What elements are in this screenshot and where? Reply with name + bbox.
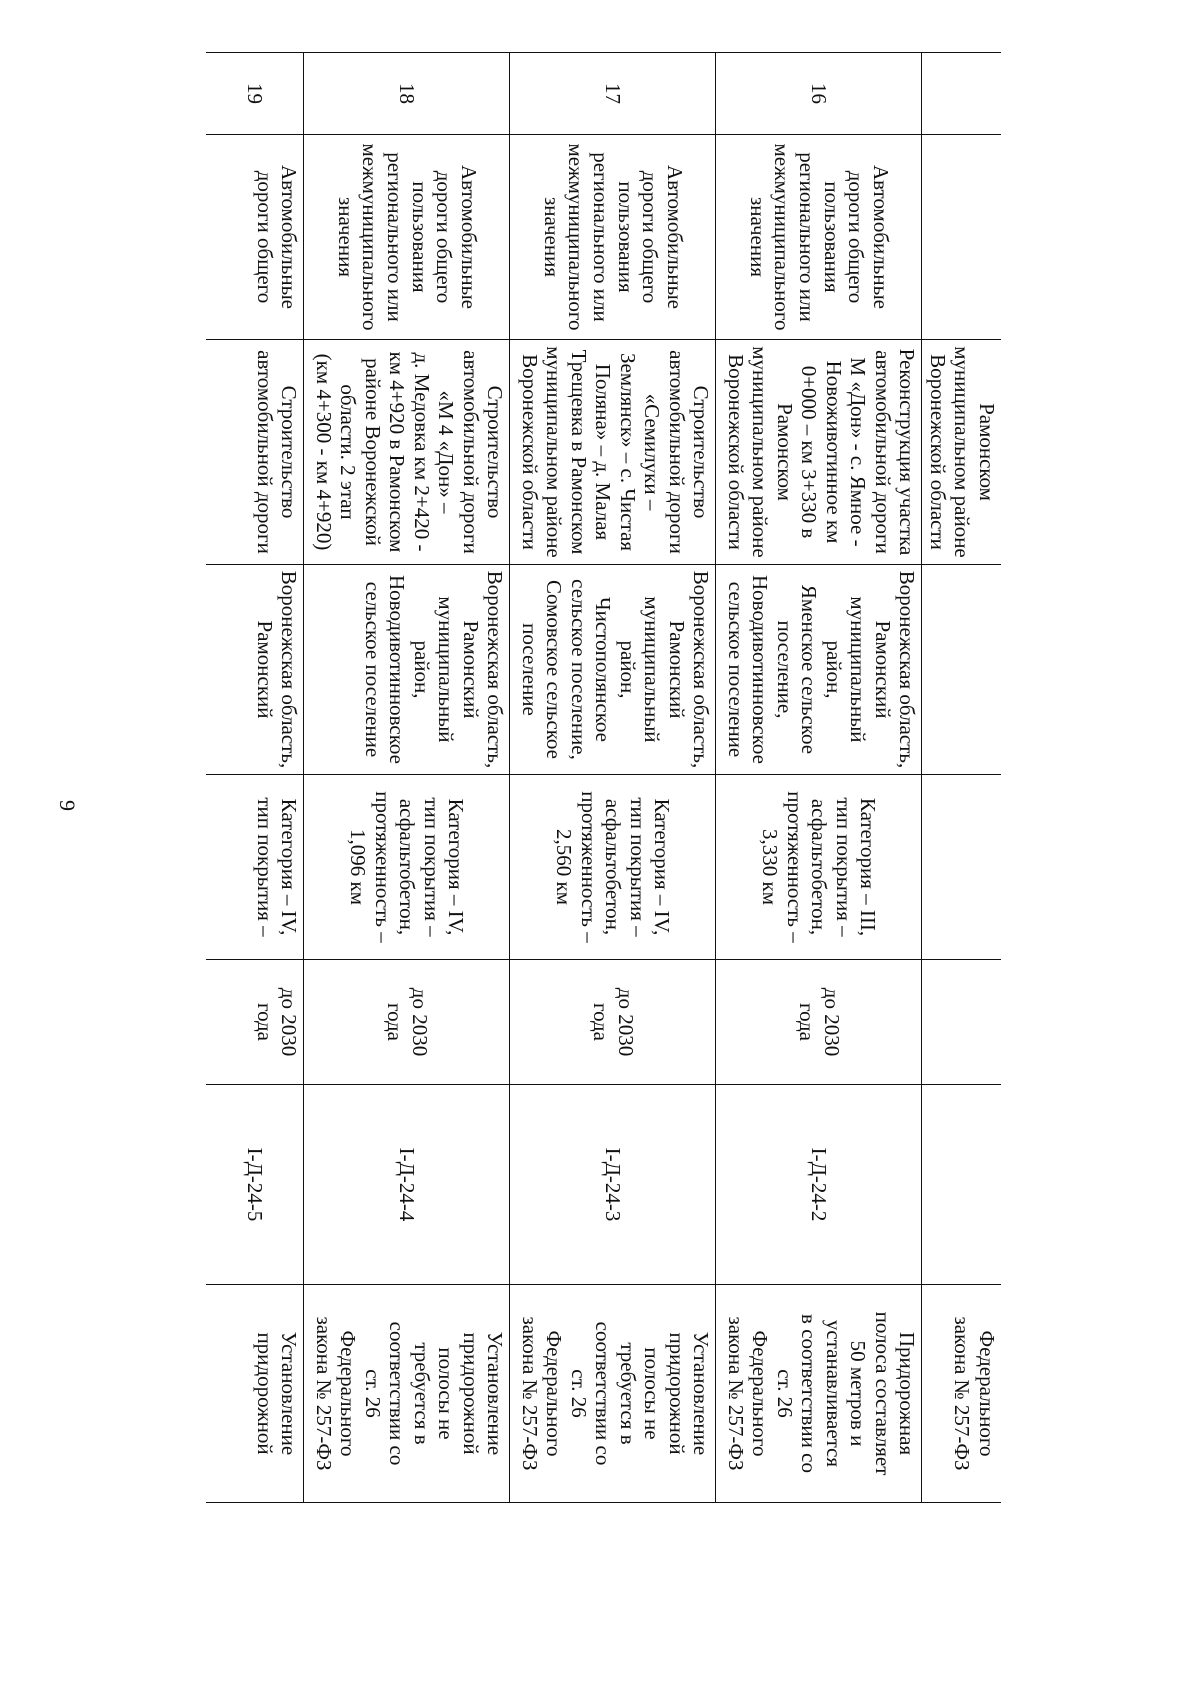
cell-zone: Федерального закона № 257-ФЗ xyxy=(922,1285,1001,1503)
rotated-table-container xyxy=(206,52,1001,1502)
table-row xyxy=(304,53,510,1503)
cell-deadline: до 2030 года xyxy=(304,960,510,1085)
cell-deadline xyxy=(922,960,1001,1085)
table-row-fragment xyxy=(922,53,1001,1503)
page-number: 9 xyxy=(55,800,80,811)
cell-characteristics: Категория – IV, тип покрытия – асфальтобетон, протяженность – 1,096 км xyxy=(304,775,510,960)
cell-type xyxy=(922,135,1001,340)
cell-location xyxy=(922,565,1001,775)
cell-characteristics: Категория – IV, тип покрытия – асфальтобетон, протяженность – 2,560 км xyxy=(510,775,716,960)
road-projects-table xyxy=(206,52,1001,1503)
cell-zone: Установление придорожной полосы не требуется в соответствии со ст. 26 Федерального закона № 257-ФЗ xyxy=(510,1285,716,1503)
cell-code: I-Д-24-3 xyxy=(510,1085,716,1285)
cell-name: Строительство автомобильной дороги xyxy=(206,340,304,565)
cell-name: Рамонском муниципальном районе Воронежской области xyxy=(922,340,1001,565)
cell-name: Реконструкция участка автомобильной дороги М «Дон» - с. Ямное - Новоживотинное км 0+000 – км 3+330 в Рамонском муниципальном районе Воронежской области xyxy=(716,340,922,565)
cell-type: Автомобильные дороги общего пользования регионального или межмуниципального значения xyxy=(304,135,510,340)
cell-type: Автомобильные дороги общего пользования регионального или межмуниципального значения xyxy=(510,135,716,340)
cell-location: Воронежская область, Рамонский муниципальный район, Чистополянское сельское поселение, Сомовское сельское поселение xyxy=(510,565,716,775)
table-row xyxy=(716,53,922,1503)
cell-code xyxy=(922,1085,1001,1285)
cell-code: I-Д-24-4 xyxy=(304,1085,510,1285)
cell-characteristics xyxy=(922,775,1001,960)
cell-zone: Придорожная полоса составляет 50 метров и устанавливается в соответствии со ст. 26 Федерального закона № 257-ФЗ xyxy=(716,1285,922,1503)
cell-num: 16 xyxy=(716,53,922,135)
cell-characteristics: Категория – III, тип покрытия – асфальтобетон, протяженность – 3,330 км xyxy=(716,775,922,960)
cell-name: Строительство автомобильной дороги «М 4 «Дон» – д. Медовка км 2+420 - км 4+920 в Рамонском районе Воронежской области. 2 этап (км 4+300 - км 4+920) xyxy=(304,340,510,565)
cell-code: I-Д-24-2 xyxy=(716,1085,922,1285)
cell-location: Воронежская область, Рамонский муниципальный район, Новодивотинновское сельское поселение xyxy=(304,565,510,775)
cell-type: Автомобильные дороги общего xyxy=(206,135,304,340)
cell-name: Строительство автомобильной дороги «Семилуки – Землянск» – с. Чистая Поляна» – д. Малая Трещевка в Рамонском муниципальном районе Воронежской области xyxy=(510,340,716,565)
cell-num xyxy=(922,53,1001,135)
cell-num: 19 xyxy=(206,53,304,135)
cell-zone: Установление придорожной полосы не требуется в соответствии со ст. 26 Федерального закона № 257-ФЗ xyxy=(304,1285,510,1503)
table-row xyxy=(510,53,716,1503)
cell-num: 18 xyxy=(304,53,510,135)
cell-zone: Установление придорожной xyxy=(206,1285,304,1503)
cell-location: Воронежская область, Рамонский xyxy=(206,565,304,775)
cell-location: Воронежская область, Рамонский муниципальный район, Яменское сельское поселение, Новодивотинновское сельское поселение xyxy=(716,565,922,775)
cell-type: Автомобильные дороги общего пользования регионального или межмуниципального значения xyxy=(716,135,922,340)
cell-deadline: до 2030 года xyxy=(510,960,716,1085)
cell-deadline: до 2030 года xyxy=(716,960,922,1085)
cell-characteristics: Категория – IV, тип покрытия – xyxy=(206,775,304,960)
table-row xyxy=(206,53,304,1503)
cell-deadline: до 2030 года xyxy=(206,960,304,1085)
cell-code: I-Д-24-5 xyxy=(206,1085,304,1285)
cell-num: 17 xyxy=(510,53,716,135)
